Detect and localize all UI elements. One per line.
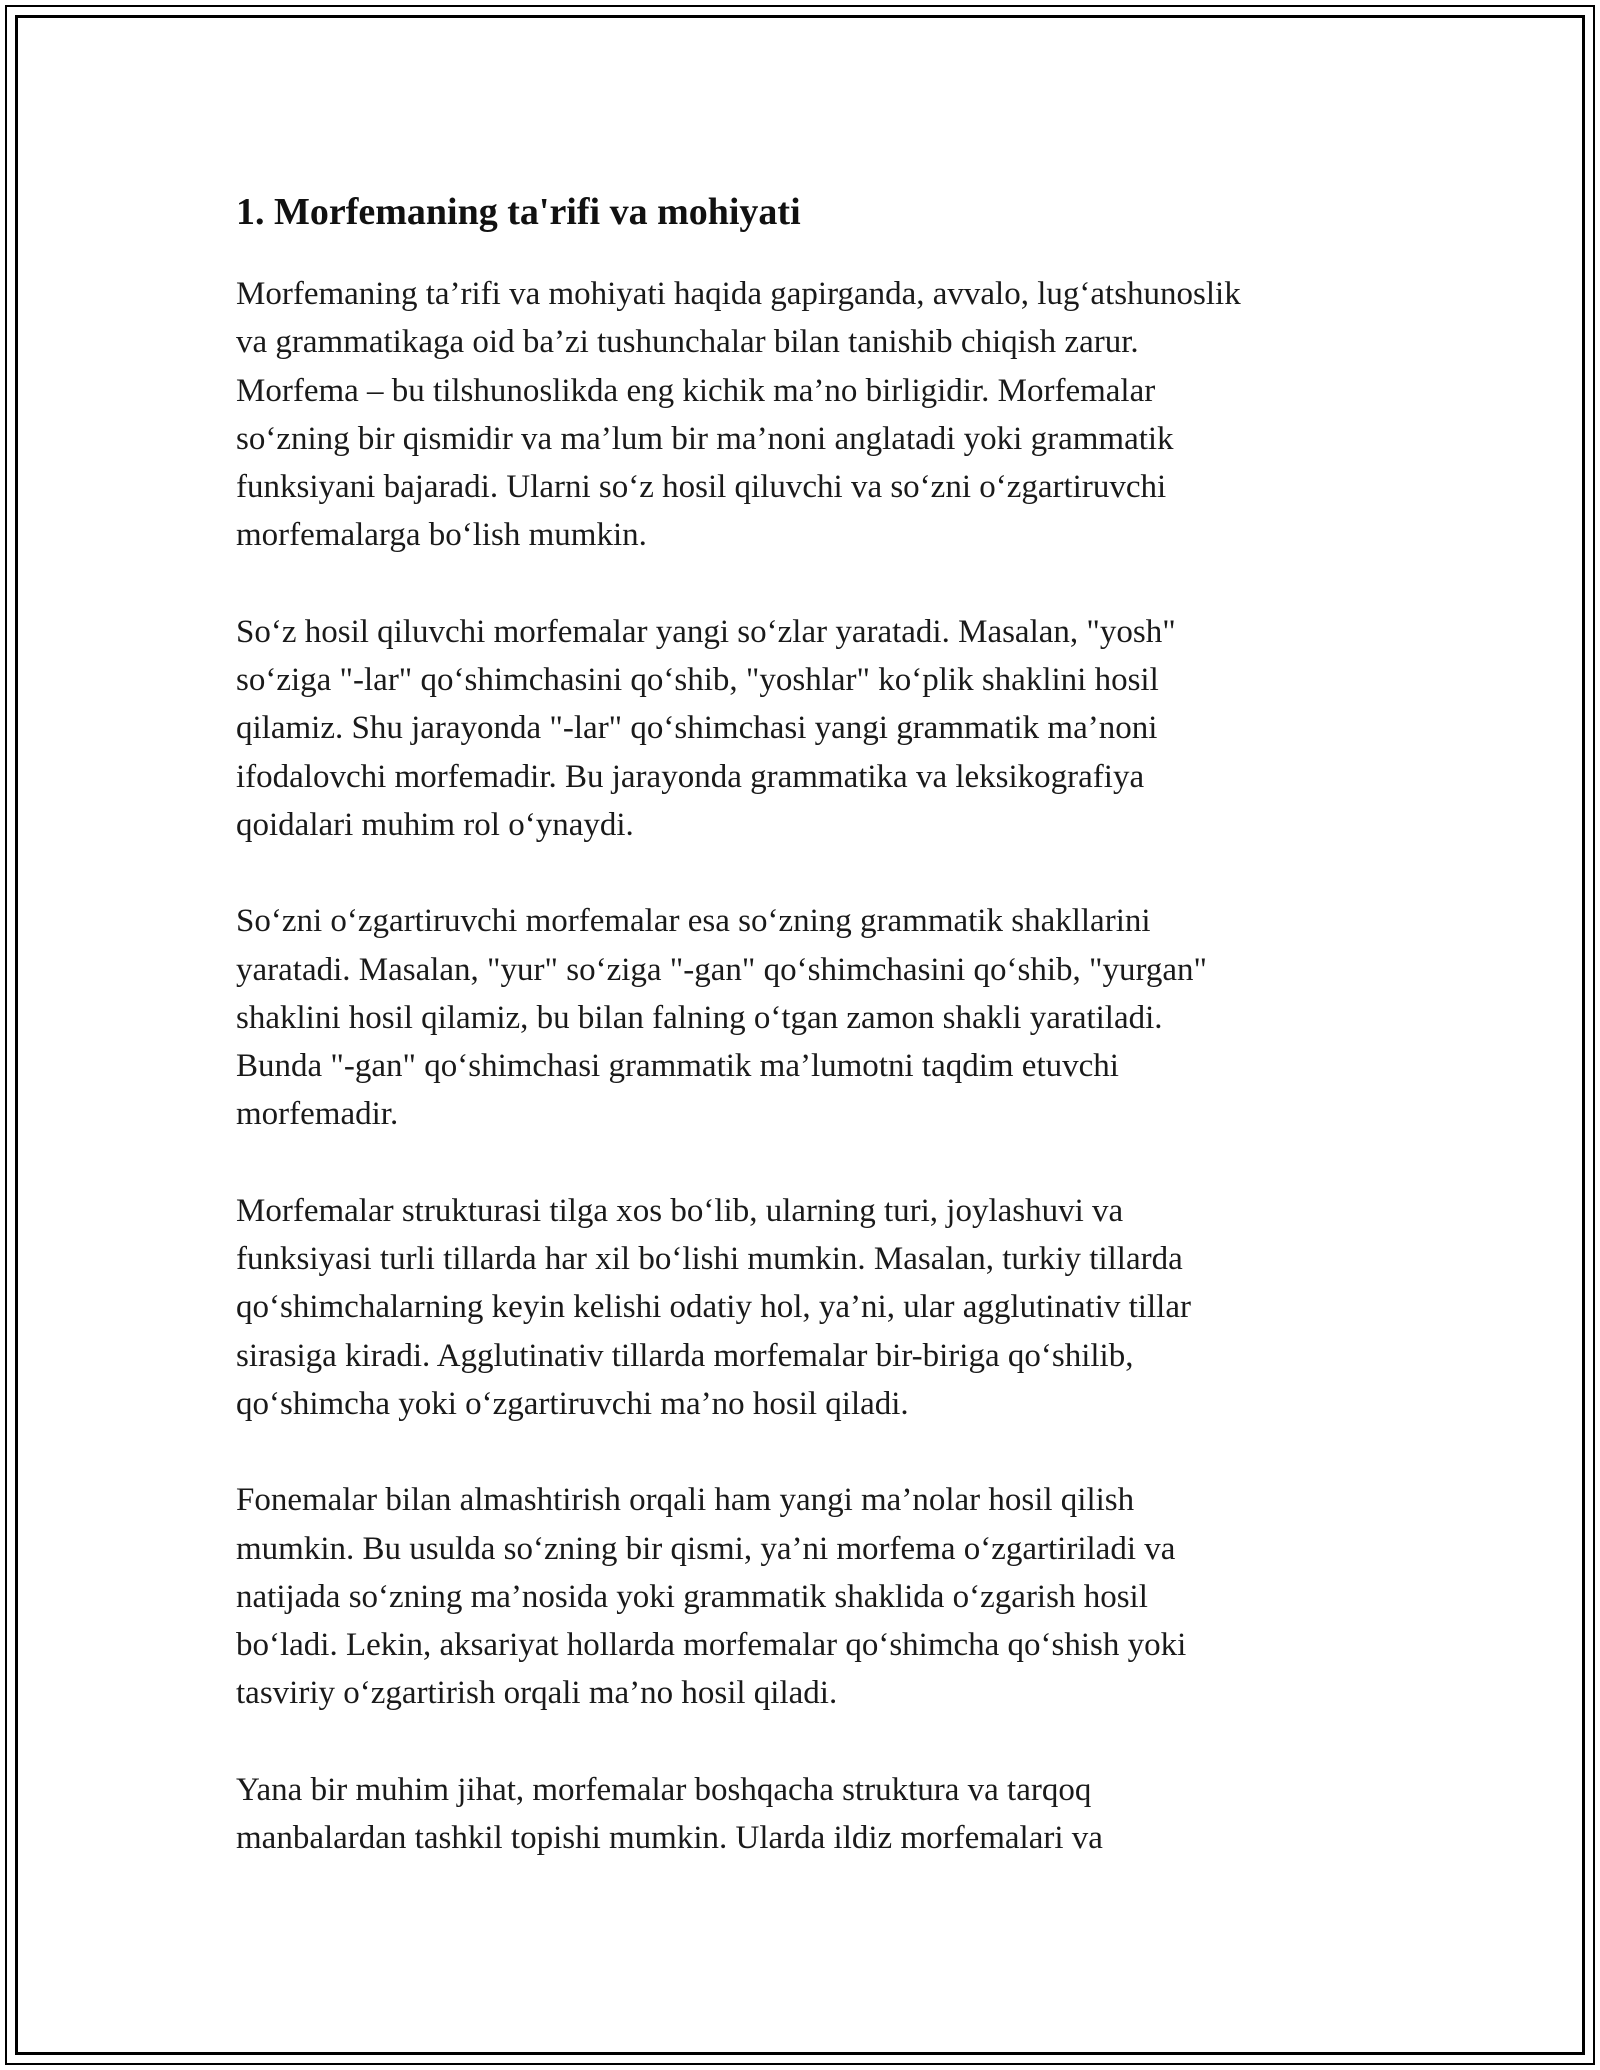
- document-body: [236, 188, 1360, 1910]
- text-line: funksiyasi turli tillarda har xil bo‘lishi mumkin. Masalan, turkiy tillarda: [236, 1241, 1183, 1278]
- text-line: morfemalarga bo‘lish mumkin.: [236, 517, 647, 554]
- text-line: So‘zni o‘zgartiruvchi morfemalar esa so‘zning grammatik shakllarini: [236, 903, 1151, 940]
- text-line: qilamiz. Shu jarayonda "-lar" qo‘shimchasi yangi grammatik ma’noni: [236, 710, 1158, 747]
- paragraph: [236, 270, 1360, 560]
- text-line: yaratadi. Masalan, "yur" so‘ziga "-gan" qo‘shimchasini qo‘shib, "yurgan": [236, 951, 1207, 988]
- text-line: bo‘ladi. Lekin, aksariyat hollarda morfemalar qo‘shimcha qo‘shish yoki: [236, 1627, 1187, 1664]
- paragraph: [236, 1766, 1360, 1863]
- text-line: manbalardan tashkil topishi mumkin. Ularda ildiz morfemalari va: [236, 1820, 1103, 1857]
- text-line: funksiyani bajaradi. Ularni so‘z hosil qiluvchi va so‘zni o‘zgartiruvchi: [236, 469, 1167, 506]
- paragraph: [236, 1187, 1360, 1428]
- paragraph: [236, 608, 1360, 849]
- text-line: Yana bir muhim jihat, morfemalar boshqacha struktura va tarqoq: [236, 1771, 1092, 1808]
- paragraph: [236, 1476, 1360, 1717]
- text-line: So‘z hosil qiluvchi morfemalar yangi so‘zlar yaratadi. Masalan, "yosh": [236, 613, 1176, 650]
- text-line: mumkin. Bu usulda so‘zning bir qismi, ya’ni morfema o‘zgartiriladi va: [236, 1530, 1176, 1567]
- text-line: Morfema – bu tilshunoslikda eng kichik ma’no birligidir. Morfemalar: [236, 372, 1156, 409]
- text-line: ifodalovchi morfemadir. Bu jarayonda grammatika va leksikografiya: [236, 758, 1145, 795]
- paragraph: [236, 897, 1360, 1138]
- text-line: Morfemaning ta’rifi va mohiyati haqida gapirganda, avvalo, lug‘atshunoslik: [236, 276, 1241, 312]
- text-line: Morfemalar strukturasi tilga xos bo‘lib, ularning turi, joylashuvi va: [236, 1192, 1124, 1229]
- text-line: va grammatikaga oid ba’zi tushunchalar bilan tanishib chiqish zarur.: [236, 324, 1139, 361]
- text-line: natijada so‘zning ma’nosida yoki grammatik shaklida o‘zgarish hosil: [236, 1578, 1148, 1615]
- text-line: qo‘shimchalarning keyin kelishi odatiy hol, ya’ni, ular agglutinativ tillar: [236, 1289, 1191, 1326]
- text-line: shaklini hosil qilamiz, bu bilan falning o‘tgan zamon shakli yaratiladi.: [236, 999, 1163, 1036]
- text-line: qo‘shimcha yoki o‘zgartiruvchi ma’no hosil qiladi.: [236, 1385, 909, 1422]
- text-line: so‘ziga "-lar" qo‘shimchasini qo‘shib, "yoshlar" ko‘plik shaklini hosil: [236, 662, 1159, 699]
- text-line: qoidalari muhim rol o‘ynaydi.: [236, 806, 634, 843]
- text-line: sirasiga kiradi. Agglutinativ tillarda morfemalar bir-biriga qo‘shilib,: [236, 1337, 1134, 1374]
- text-line: morfemadir.: [236, 1096, 399, 1133]
- text-line: Fonemalar bilan almashtirish orqali ham yangi ma’nolar hosil qilish: [236, 1482, 1135, 1519]
- section-heading: 1. Morfemaning ta'rifi va mohiyati: [236, 191, 801, 233]
- text-line: Bunda "-gan" qo‘shimchasi grammatik ma’lumotni taqdim etuvchi: [236, 1048, 1119, 1085]
- text-line: so‘zning bir qismidir va ma’lum bir ma’noni anglatadi yoki grammatik: [236, 420, 1174, 457]
- text-line: tasviriy o‘zgartirish orqali ma’no hosil qiladi.: [236, 1675, 838, 1712]
